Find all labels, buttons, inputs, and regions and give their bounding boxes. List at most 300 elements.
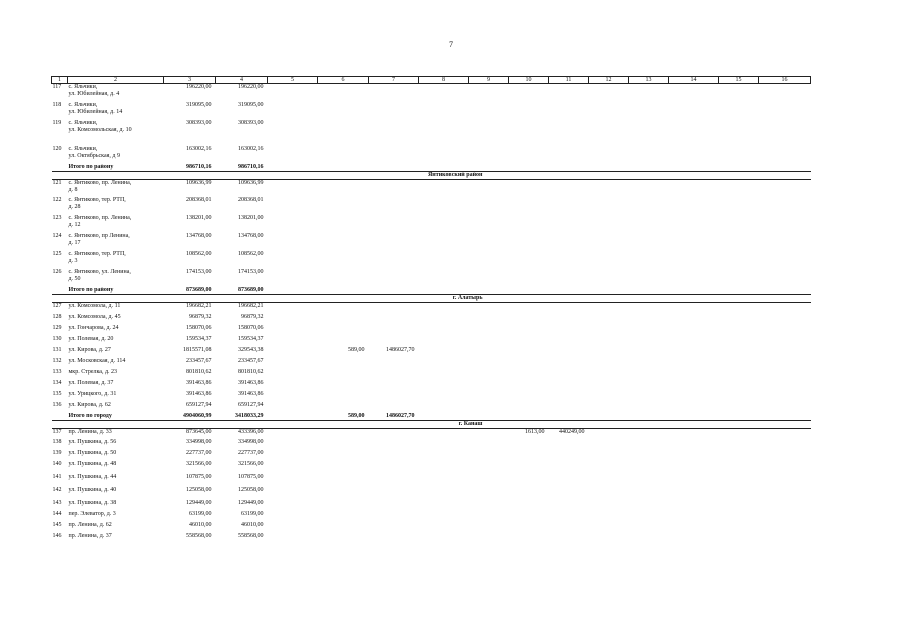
value-col-5: [268, 325, 318, 336]
value-col-12: [589, 347, 629, 358]
value-col-7: [369, 215, 419, 233]
value-col-5: [268, 402, 318, 413]
value-col-11: [549, 120, 589, 146]
row-number: 140: [52, 461, 62, 467]
value-col-3: 319095,00: [186, 101, 212, 108]
section-title: г. Алатырь: [52, 295, 811, 303]
value-col-6: [318, 336, 369, 347]
value-col-8: [419, 439, 469, 450]
value-col-11: [549, 439, 589, 450]
value-col-4: 334998,00: [238, 439, 264, 445]
value-col-8: [419, 120, 469, 146]
row-number: 132: [52, 357, 62, 364]
value-col-12: [589, 215, 629, 233]
total-label: Итого по району: [68, 164, 164, 172]
value-col-3: 63199,00: [189, 511, 212, 517]
value-col-11: [549, 251, 589, 269]
value-col-12: [589, 439, 629, 450]
column-number-6: 6: [318, 77, 369, 84]
table-row: [52, 533, 811, 544]
value-col-15: [719, 179, 759, 197]
value-col-13: [629, 358, 669, 369]
value-col-15: [719, 474, 759, 487]
total-col-5: [268, 413, 318, 421]
value-col-15: [719, 358, 759, 369]
value-col-16: [759, 325, 811, 336]
value-col-11: [549, 325, 589, 336]
value-col-9: [469, 84, 509, 102]
value-col-13: [629, 533, 669, 544]
column-number-13: 13: [629, 77, 669, 84]
row-number: 127: [52, 303, 62, 309]
page-number: 7: [449, 40, 453, 49]
total-col-7: [369, 287, 419, 295]
value-col-10: [509, 450, 549, 461]
value-col-7: [369, 325, 419, 336]
value-col-8: [419, 474, 469, 487]
value-col-14: [669, 233, 719, 251]
total-col-8: [419, 164, 469, 172]
value-col-12: [589, 500, 629, 511]
total-col-12: [589, 287, 629, 295]
value-col-5: [268, 500, 318, 511]
value-col-15: [719, 197, 759, 215]
row-number: 125: [52, 251, 62, 257]
value-col-3: 208368,01: [186, 197, 212, 203]
value-col-9: [469, 120, 509, 146]
value-col-14: [669, 487, 719, 500]
value-col-7: [369, 358, 419, 369]
value-col-10: [509, 533, 549, 544]
value-col-9: [469, 269, 509, 287]
address-cell: [68, 269, 164, 287]
total-col-11: [549, 287, 589, 295]
value-col-6: [318, 84, 369, 102]
value-col-3: 125058,00: [186, 487, 212, 493]
total-col-12: [589, 164, 629, 172]
value-col-11: [549, 146, 589, 164]
value-col-9: [469, 314, 509, 325]
address-line: д. 3: [68, 258, 78, 264]
total-label: Итого по району: [68, 287, 164, 295]
column-number-2: 2: [68, 77, 164, 84]
value-col-6: [318, 450, 369, 461]
value-col-3: 227737,00: [186, 450, 212, 456]
value-col-10: [509, 487, 549, 500]
value-col-4: 138201,00: [238, 215, 264, 221]
value-col-10: [509, 380, 549, 391]
value-col-15: [719, 439, 759, 450]
value-col-11: [549, 487, 589, 500]
value-col-11: [549, 511, 589, 522]
value-col-9: [469, 146, 509, 164]
total-col-9: [469, 413, 509, 421]
value-col-15: [719, 450, 759, 461]
value-col-6: [318, 233, 369, 251]
value-col-9: [469, 402, 509, 413]
value-col-12: [589, 428, 629, 439]
value-col-14: [669, 269, 719, 287]
table-row: [52, 511, 811, 522]
value-col-10: 1613,00: [525, 428, 545, 435]
value-col-9: [469, 358, 509, 369]
value-col-16: [759, 336, 811, 347]
value-col-8: [419, 533, 469, 544]
value-col-8: [419, 197, 469, 215]
value-col-8: [419, 391, 469, 402]
value-col-10: [509, 146, 549, 164]
value-col-7: 1486027,70: [386, 346, 415, 353]
value-col-3: 107875,00: [186, 474, 212, 480]
value-col-9: [469, 474, 509, 487]
value-col-16: [759, 533, 811, 544]
total-row-number: [52, 164, 68, 172]
row-number: 145: [52, 522, 62, 528]
value-col-6: [318, 269, 369, 287]
address-cell: [68, 314, 164, 325]
value-col-6: [318, 179, 369, 197]
value-col-15: [719, 402, 759, 413]
address-line: ул. Полевая, д. 20: [68, 335, 114, 342]
column-number-14: 14: [669, 77, 719, 84]
value-col-14: [669, 146, 719, 164]
address-line: мкр. Стрелка, д. 23: [68, 368, 118, 375]
address-line: ул. Юбилейная, д. 4: [68, 91, 120, 97]
row-number: 144: [52, 511, 62, 517]
address-line: ул. Пушкина, д. 38: [68, 500, 117, 506]
value-col-3: 391463,86: [186, 390, 212, 397]
value-col-7: [369, 269, 419, 287]
value-col-5: [268, 269, 318, 287]
value-col-11: [549, 369, 589, 380]
value-col-15: [719, 391, 759, 402]
value-col-10: [509, 511, 549, 522]
value-col-3: 163002,16: [186, 145, 212, 152]
value-col-13: [629, 233, 669, 251]
address-line: пр. Ленина, д. 33: [68, 428, 112, 435]
value-col-6: [318, 511, 369, 522]
address-cell: [68, 474, 164, 487]
total-row-number: [52, 413, 68, 421]
table-row: [52, 391, 811, 402]
total-col-4: 3418033,29: [216, 413, 268, 421]
value-col-4: 96879,32: [241, 313, 264, 320]
total-col-15: [719, 287, 759, 295]
row-number: 117: [52, 84, 62, 90]
value-col-14: [669, 500, 719, 511]
value-col-10: [509, 179, 549, 197]
value-col-15: [719, 269, 759, 287]
value-col-8: [419, 303, 469, 314]
row-number: 122: [52, 197, 62, 203]
value-col-7: [369, 179, 419, 197]
value-col-12: [589, 303, 629, 314]
column-number-9: 9: [469, 77, 509, 84]
value-col-6: [318, 391, 369, 402]
column-number-11: 11: [549, 77, 589, 84]
address-line: ул. Гончарова, д. 24: [68, 324, 119, 331]
total-col-14: [669, 413, 719, 421]
total-col-7: 1486027,70: [369, 413, 419, 421]
value-col-13: [629, 500, 669, 511]
table-row: [52, 439, 811, 450]
value-col-10: [509, 215, 549, 233]
total-col-7: [369, 164, 419, 172]
value-col-11: [549, 474, 589, 487]
address-line: с. Янтиково, пр. Ленина,: [68, 179, 132, 186]
value-col-9: [469, 179, 509, 197]
value-col-15: [719, 500, 759, 511]
value-col-5: [268, 179, 318, 197]
value-col-11: [549, 500, 589, 511]
value-col-10: [509, 102, 549, 120]
value-col-5: [268, 511, 318, 522]
value-col-11: [549, 450, 589, 461]
value-col-9: [469, 233, 509, 251]
value-col-6: [318, 358, 369, 369]
total-col-3: 986710,16: [164, 164, 216, 172]
address-line: ул. Пушкина, д. 56: [68, 439, 117, 445]
row-number: 119: [52, 119, 62, 126]
section-title: г. Канаш: [52, 420, 811, 428]
address-cell: [68, 347, 164, 358]
total-col-13: [629, 413, 669, 421]
total-col-6: [318, 164, 369, 172]
value-col-14: [669, 461, 719, 474]
value-col-12: [589, 487, 629, 500]
address-cell: [68, 102, 164, 120]
value-col-14: [669, 215, 719, 233]
table-row: [52, 325, 811, 336]
value-col-13: [629, 522, 669, 533]
column-number-8: 8: [419, 77, 469, 84]
value-col-14: [669, 314, 719, 325]
value-col-7: [369, 380, 419, 391]
value-col-3: 233457,67: [186, 357, 212, 364]
value-col-5: [268, 474, 318, 487]
value-col-10: [509, 233, 549, 251]
total-col-12: [589, 413, 629, 421]
address-cell: [68, 522, 164, 533]
column-number-5: 5: [268, 77, 318, 84]
value-col-11: [549, 314, 589, 325]
value-col-3: 96879,32: [189, 313, 212, 320]
value-col-15: [719, 336, 759, 347]
value-col-8: [419, 336, 469, 347]
value-col-14: [669, 428, 719, 439]
address-cell: [68, 84, 164, 102]
value-col-14: [669, 439, 719, 450]
value-col-3: 321566,00: [186, 461, 212, 467]
address-line: ул. Комсомола, д. 45: [68, 313, 121, 320]
address-line: ул. Полевая, д. 37: [68, 379, 114, 386]
value-col-9: [469, 215, 509, 233]
total-col-3: 4904060,99: [164, 413, 216, 421]
table-row: [52, 179, 811, 197]
value-col-11: [549, 84, 589, 102]
value-col-12: [589, 533, 629, 544]
value-col-12: [589, 197, 629, 215]
value-col-9: [469, 511, 509, 522]
total-col-16: [759, 164, 811, 172]
value-col-7: [369, 500, 419, 511]
value-col-13: [629, 511, 669, 522]
value-col-14: [669, 533, 719, 544]
row-number: 137: [52, 428, 62, 435]
value-col-8: [419, 84, 469, 102]
value-col-10: [509, 269, 549, 287]
value-col-14: [669, 369, 719, 380]
value-col-5: [268, 197, 318, 215]
value-col-14: [669, 197, 719, 215]
value-col-5: [268, 439, 318, 450]
value-col-11: [549, 347, 589, 358]
value-col-16: [759, 146, 811, 164]
value-col-3: 1815571,08: [183, 346, 212, 353]
value-col-12: [589, 146, 629, 164]
row-number: 131: [52, 346, 62, 353]
value-col-3: 108562,00: [186, 251, 212, 257]
value-col-3: 334998,00: [186, 439, 212, 445]
value-col-8: [419, 215, 469, 233]
value-col-8: [419, 251, 469, 269]
table-row: [52, 102, 811, 120]
value-col-16: [759, 215, 811, 233]
value-col-5: [268, 533, 318, 544]
value-col-4: 158070,06: [238, 324, 264, 331]
value-col-8: [419, 358, 469, 369]
value-col-11: [549, 179, 589, 197]
table-row: [52, 84, 811, 102]
value-col-7: [369, 197, 419, 215]
value-col-14: [669, 102, 719, 120]
value-col-8: [419, 461, 469, 474]
value-col-3: 174153,00: [186, 269, 212, 275]
value-col-8: [419, 487, 469, 500]
value-col-13: [629, 197, 669, 215]
table-row: [52, 474, 811, 487]
value-col-5: [268, 391, 318, 402]
address-line: д. 8: [68, 186, 78, 193]
table-row: [52, 402, 811, 413]
address-cell: [68, 428, 164, 439]
value-col-16: [759, 269, 811, 287]
value-col-4: 63199,00: [241, 511, 264, 517]
row-number: 128: [52, 313, 62, 320]
value-col-16: [759, 369, 811, 380]
value-col-5: [268, 233, 318, 251]
value-col-12: [589, 325, 629, 336]
value-col-12: [589, 391, 629, 402]
value-col-13: [629, 474, 669, 487]
total-label: Итого по городу: [68, 413, 164, 421]
value-col-12: [589, 179, 629, 197]
table-row: [52, 251, 811, 269]
value-col-10: [509, 336, 549, 347]
value-col-14: [669, 251, 719, 269]
section-header-row: [52, 171, 811, 179]
value-col-4: 125058,00: [238, 487, 264, 493]
value-col-15: [719, 487, 759, 500]
value-col-7: [369, 450, 419, 461]
address-line: ул. Урицкого, д. 31: [68, 390, 117, 397]
value-col-5: [268, 461, 318, 474]
row-number: 134: [52, 379, 62, 386]
section-title: Янтиковский район: [52, 171, 811, 179]
table-row: [52, 369, 811, 380]
value-col-5: [268, 146, 318, 164]
value-col-8: [419, 146, 469, 164]
row-number: 133: [52, 368, 62, 375]
value-col-16: [759, 474, 811, 487]
row-number: 118: [52, 101, 62, 108]
value-col-12: [589, 251, 629, 269]
value-col-5: [268, 251, 318, 269]
table-row: [52, 522, 811, 533]
table-row: [52, 146, 811, 164]
value-col-10: [509, 461, 549, 474]
value-col-13: [629, 450, 669, 461]
value-col-5: [268, 428, 318, 439]
column-number-12: 12: [589, 77, 629, 84]
value-col-13: [629, 84, 669, 102]
value-col-11: [549, 391, 589, 402]
column-number-7: 7: [369, 77, 419, 84]
value-col-6: [318, 402, 369, 413]
address-cell: [68, 500, 164, 511]
value-col-15: [719, 120, 759, 146]
value-col-16: [759, 500, 811, 511]
address-line: ул. Московская, д. 114: [68, 357, 126, 364]
value-col-14: [669, 511, 719, 522]
value-col-5: [268, 369, 318, 380]
value-col-9: [469, 522, 509, 533]
value-col-16: [759, 522, 811, 533]
row-number: 121: [52, 179, 62, 186]
value-col-3: 129449,00: [186, 500, 212, 506]
value-col-13: [629, 325, 669, 336]
value-col-4: 208368,01: [238, 197, 264, 203]
value-col-11: [549, 336, 589, 347]
address-cell: [68, 120, 164, 146]
value-col-8: [419, 347, 469, 358]
value-col-16: [759, 233, 811, 251]
address-line: ул. Пушкина, д. 50: [68, 450, 117, 456]
value-col-6: [318, 251, 369, 269]
table-row: [52, 450, 811, 461]
row-number: 141: [52, 474, 62, 480]
value-col-14: [669, 450, 719, 461]
value-col-9: [469, 102, 509, 120]
value-col-16: [759, 428, 811, 439]
value-col-7: [369, 146, 419, 164]
value-col-7: [369, 439, 419, 450]
value-col-9: [469, 197, 509, 215]
value-col-7: [369, 511, 419, 522]
value-col-8: [419, 179, 469, 197]
value-col-7: [369, 487, 419, 500]
value-col-13: [629, 487, 669, 500]
value-col-3: 659127,94: [186, 401, 212, 408]
value-col-13: [629, 461, 669, 474]
value-col-5: [268, 380, 318, 391]
value-col-9: [469, 391, 509, 402]
value-col-8: [419, 450, 469, 461]
value-col-3: 801810,62: [186, 368, 212, 375]
value-col-14: [669, 303, 719, 314]
value-col-14: [669, 325, 719, 336]
total-col-8: [419, 413, 469, 421]
